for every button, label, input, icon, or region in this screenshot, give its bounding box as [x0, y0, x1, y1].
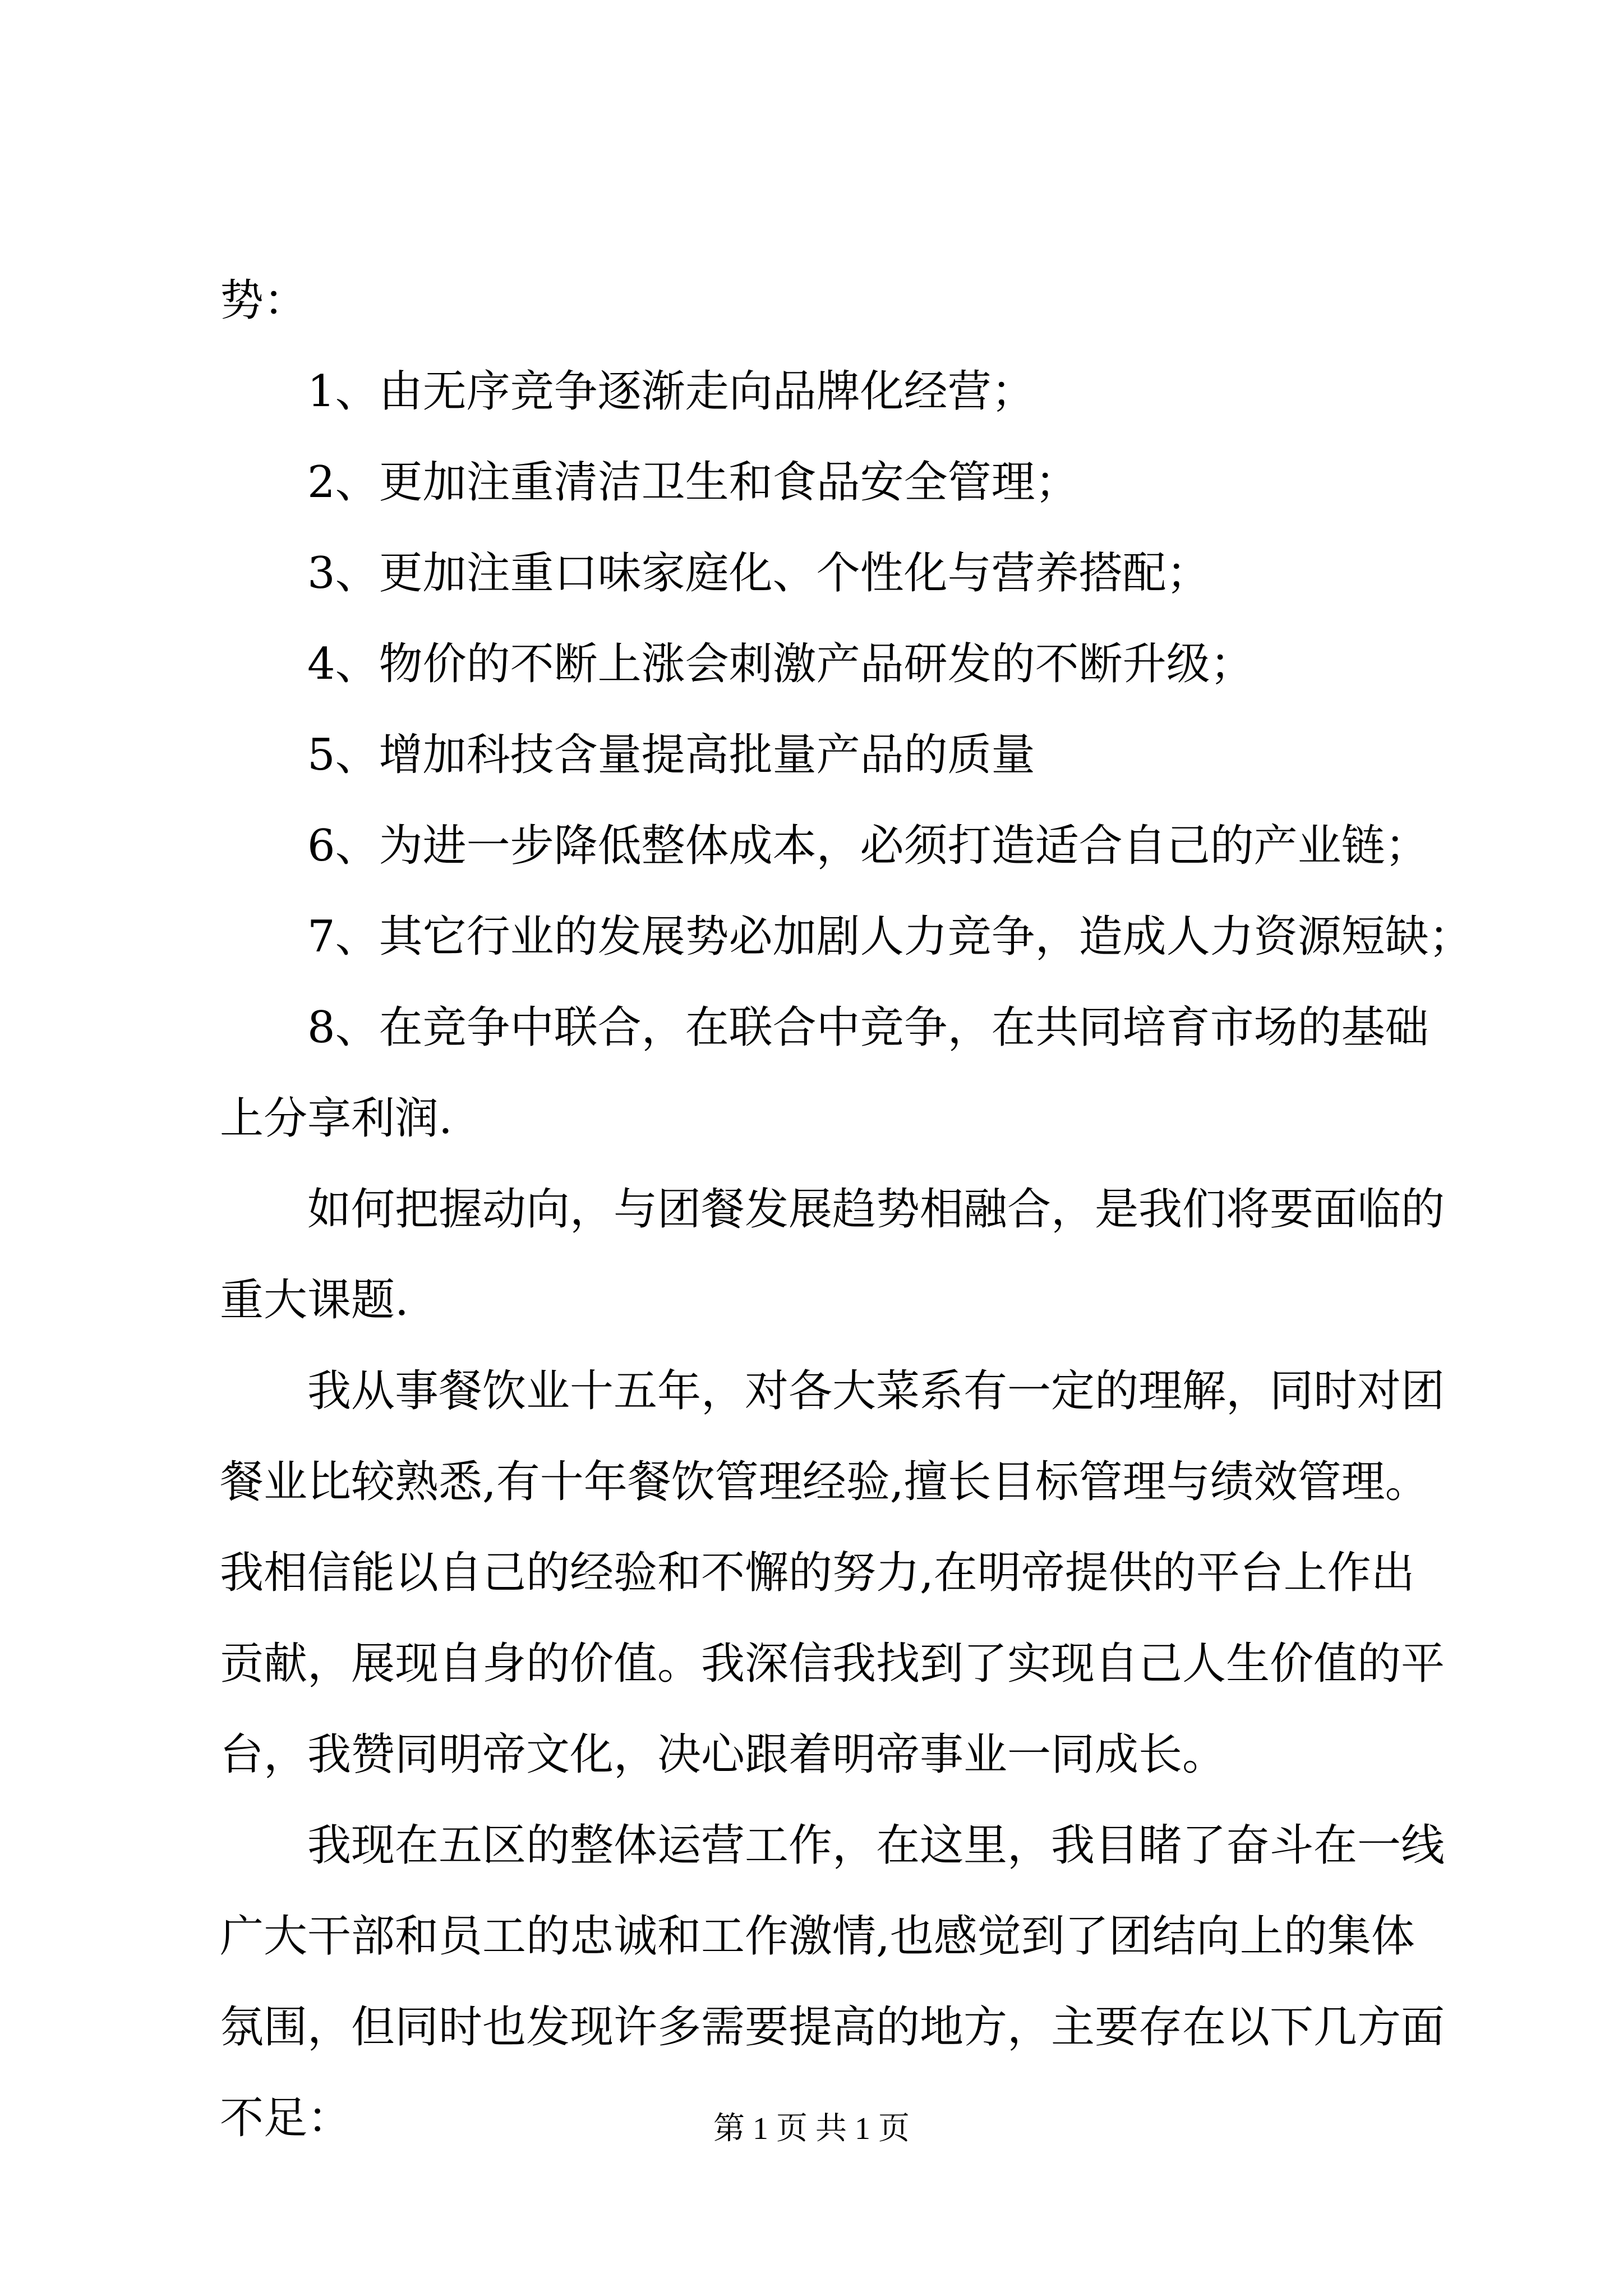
paragraph-line: 贡献，展现自身的价值。我深信我找到了实现自己人生价值的平	[220, 1639, 1445, 1689]
list-item-4: 4、物价的不断上涨会刺激产品研发的不断升级；	[307, 639, 1254, 689]
paragraph-line: 我现在五区的整体运营工作，在这里，我目睹了奋斗在一线	[307, 1820, 1445, 1871]
list-item-6: 6、为进一步降低整体成本，必须打造适合自己的产业链；	[307, 821, 1429, 871]
paragraph-line: 我从事餐饮业十五年，对各大菜系有一定的理解，同时对团	[307, 1366, 1445, 1416]
paragraph-line: 氛围，但同时也发现许多需要提高的地方，主要存在以下几方面	[220, 2002, 1445, 2053]
paragraph-line: 我相信能以自己的经验和不懈的努力,在明帝提供的平台上作出	[220, 1548, 1415, 1598]
list-item-5: 5、增加科技含量提高批量产品的质量	[307, 730, 1035, 780]
list-item-7: 7、其它行业的发展势必加剧人力竞争，造成人力资源短缺；	[307, 912, 1473, 962]
paragraph-line: 重大课题.	[220, 1275, 409, 1326]
list-item-2: 2、更加注重清洁卫生和食品安全管理；	[307, 457, 1079, 508]
paragraph-line: 不足：	[220, 2093, 352, 2143]
document-body	[220, 269, 1473, 2178]
page-footer-label: 第 1 页 共 1 页	[713, 2111, 910, 2146]
paragraph-line: 餐业比较熟悉,有十年餐饮管理经验,擅长目标管理与绩效管理。	[220, 1457, 1429, 1507]
list-item-8-continuation: 上分享利润.	[220, 1093, 453, 1144]
list-item-1: 1、由无序竞争逐渐走向品牌化经营；	[307, 366, 1035, 417]
paragraph-line: 如何把握动向，与团餐发展趋势相融合，是我们将要面临的	[307, 1184, 1445, 1235]
paragraph-line: 广大干部和员工的忠诚和工作激情,也感觉到了团结向上的集体	[220, 1911, 1415, 1962]
paragraph-line: 台，我赞同明帝文化，决心跟着明帝事业一同成长。	[220, 1729, 1227, 1780]
list-item-3: 3、更加注重口味家庭化、个性化与营养搭配；	[307, 548, 1210, 599]
paragraph-line: 势：	[220, 275, 308, 326]
list-item-8: 8、在竞争中联合，在联合中竞争，在共同培育市场的基础	[307, 1002, 1429, 1053]
